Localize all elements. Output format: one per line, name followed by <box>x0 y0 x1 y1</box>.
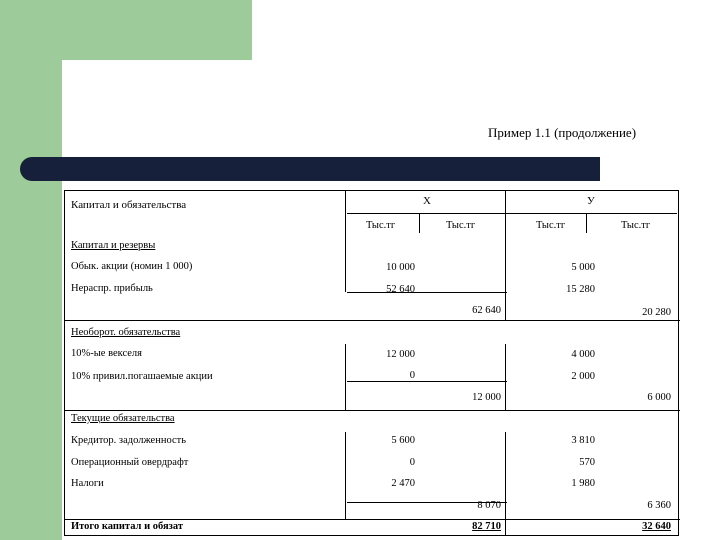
row-label: Налоги <box>71 478 104 489</box>
value-x-item: 0 <box>409 457 415 468</box>
section-title: Текущие обязательства <box>71 413 175 424</box>
value-x-item: 12 000 <box>386 349 415 360</box>
total-label: Итого капитал и обязат <box>71 521 184 532</box>
value-y-item: 2 000 <box>571 371 595 382</box>
subtotal-x: 8 070 <box>477 500 501 511</box>
subtotal-x: 12 000 <box>472 392 501 403</box>
header-row-label: Капитал и обязательства <box>71 199 187 211</box>
value-y-item: 3 810 <box>571 435 595 446</box>
value-x-item: 52 640 <box>386 284 415 295</box>
value-y-item: 4 000 <box>571 349 595 360</box>
decor-white-corner <box>62 60 122 120</box>
total-x: 82 710 <box>472 521 501 532</box>
value-x-item: 2 470 <box>391 478 415 489</box>
decor-green-side <box>0 0 62 540</box>
total-y: 32 640 <box>642 521 671 532</box>
header-company-x: Х <box>423 195 431 207</box>
subtotal-y: 6 360 <box>647 500 671 511</box>
subtotal-y: 6 000 <box>647 392 671 403</box>
value-x-item: 0 <box>409 370 415 381</box>
value-y-item: 15 280 <box>566 284 595 295</box>
value-y-item: 570 <box>579 457 595 468</box>
header-company-y: У <box>587 195 595 207</box>
row-label: Обык. акции (номин 1 000) <box>71 261 193 272</box>
row-label: Кредитор. задолженность <box>71 435 187 446</box>
value-x-item: 10 000 <box>386 262 415 273</box>
row-label: Операционный овердрафт <box>71 457 189 468</box>
header-unit: Тыс.тг <box>446 220 476 231</box>
value-y-item: 1 980 <box>571 478 595 489</box>
row-label: 10%-ые векселя <box>71 348 142 359</box>
header-unit: Тыс.тг <box>621 220 651 231</box>
value-x-item: 5 600 <box>391 435 415 446</box>
subtotal-y: 20 280 <box>642 307 671 318</box>
section-title: Капитал и резервы <box>71 240 156 251</box>
header-unit: Тыс.тг <box>536 220 566 231</box>
header-unit: Тыс.тг <box>366 220 396 231</box>
balance-table <box>64 190 679 536</box>
row-label: Нераспр. прибыль <box>71 283 153 294</box>
row-label: 10% привил.погашаемые акции <box>71 371 213 382</box>
slide-title: Пример 1.1 (продолжение) <box>488 125 637 140</box>
value-y-item: 5 000 <box>571 262 595 273</box>
section-title: Необорот. обязательства <box>71 327 181 338</box>
subtotal-x: 62 640 <box>472 305 501 316</box>
decor-navy-bar <box>20 157 600 181</box>
